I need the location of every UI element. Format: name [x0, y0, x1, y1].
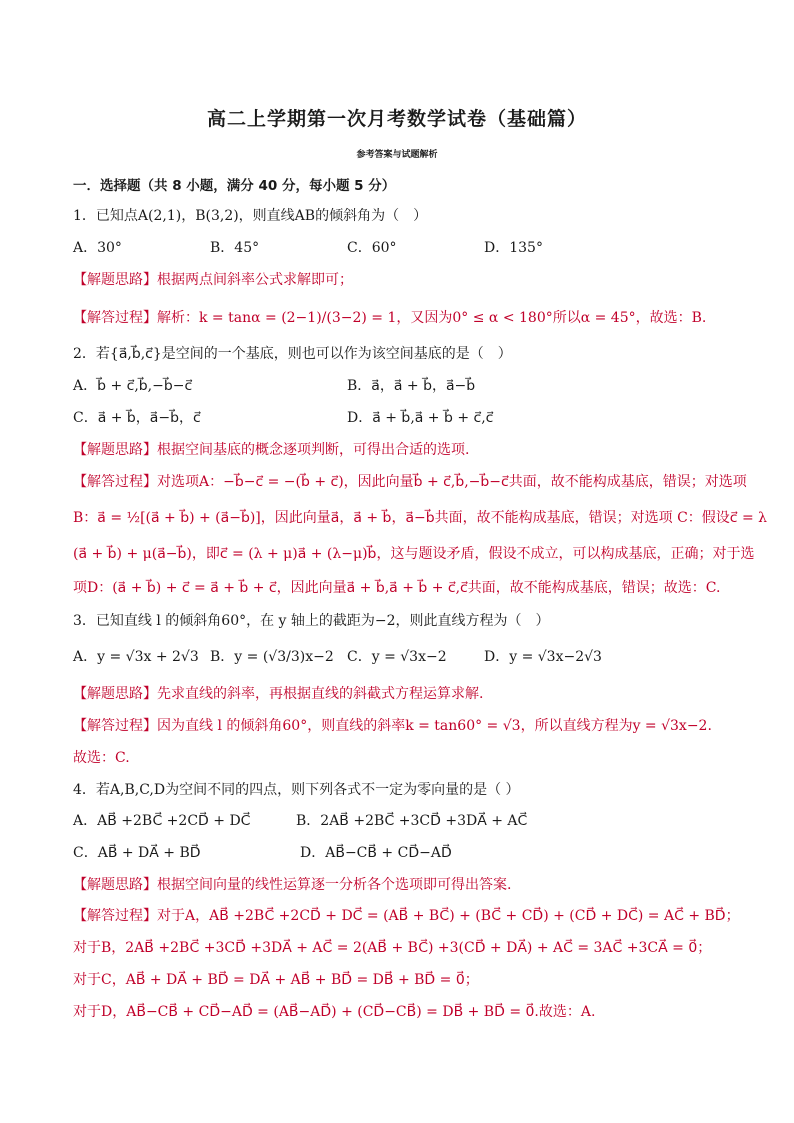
q3-solution-end: 故选：C. — [73, 750, 130, 766]
section-heading: 一．选择题（共 8 小题，满分 40 分，每小题 5 分） — [73, 178, 396, 194]
q2-solution-line-4: 项D：(a⃗ + b⃗) + c⃗ = a⃗ + b⃗ + c⃗，因此向量a⃗ + b⃗,a⃗ + b⃗ + c⃗,c⃗共面，故不能构成基底，错误；故选：C. — [73, 580, 721, 596]
q4-option-d: D．AB⃗−CB⃗ + CD⃗−AD⃗ — [300, 845, 452, 861]
q2-hint: 【解题思路】根据空间基底的概念逐项判断，可得出合适的选项. — [73, 442, 470, 458]
q1-option-d: D．135° — [484, 240, 543, 256]
q1-option-a: A．30° — [73, 240, 122, 256]
q4-solution-line-4: 对于D，AB⃗−CB⃗ + CD⃗−AD⃗ = (AB⃗−AD⃗) + (CD⃗−CB⃗) = DB⃗ + BD⃗ = 0⃗.故选：A. — [73, 1004, 596, 1020]
q3-option-a: A．y = √3x + 2√3 — [73, 649, 199, 665]
q2-option-d: D．a⃗ + b⃗,a⃗ + b⃗ + c⃗,c⃗ — [347, 410, 494, 426]
q2-solution-line-3: (a⃗ + b⃗) + μ(a⃗−b⃗)，即c⃗ = (λ + μ)a⃗ + (λ−μ)b⃗，这与题设矛盾，假设不成立，可以构成基底，正确；对于选 — [73, 546, 755, 562]
q1-option-c: C．60° — [347, 240, 397, 256]
q2-option-a: A．b⃗ + c⃗,b⃗,−b⃗−c⃗ — [73, 378, 193, 394]
q3-option-c: C．y = √3x−2 — [347, 649, 447, 665]
q4-option-a: A．AB⃗ +2BC⃗ +2CD⃗ + DC⃗ — [73, 813, 251, 829]
page-title: 高二上学期第一次月考数学试卷（基础篇） — [206, 108, 587, 130]
q1-solution: 【解答过程】解析：k = tanα = (2−1)/(3−2) = 1，又因为0° ≤ α < 180°所以α = 45°，故选：B. — [73, 310, 707, 326]
q4-solution-line-1: 【解答过程】对于A，AB⃗ +2BC⃗ +2CD⃗ + DC⃗ = (AB⃗ + BC⃗) + (BC⃗ + CD⃗) + (CD⃗ + DC⃗) = AC⃗ + BD⃗； — [73, 908, 740, 924]
question-2-stem: 2．若{a⃗,b⃗,c⃗}是空间的一个基底，则也可以作为该空间基底的是（ ） — [73, 346, 512, 362]
q4-hint: 【解题思路】根据空间向量的线性运算逐一分析各个选项即可得出答案. — [73, 877, 512, 893]
q4-solution-line-2: 对于B，2AB⃗ +2BC⃗ +3CD⃗ +3DA⃗ + AC⃗ = 2(AB⃗ + BC⃗) +3(CD⃗ + DA⃗) + AC⃗ = 3AC⃗ +3CA⃗ = 0⃗； — [73, 940, 712, 956]
question-1-stem: 1．已知点A(2,1)，B(3,2)，则直线AB的倾斜角为（ ） — [73, 208, 428, 224]
q1-option-b: B．45° — [210, 240, 260, 256]
q1-hint: 【解题思路】根据两点间斜率公式求解即可； — [73, 272, 353, 288]
q2-solution-line-1: 【解答过程】对选项A：−b⃗−c⃗ = −(b⃗ + c⃗)，因此向量b⃗ + c⃗,b⃗,−b⃗−c⃗共面，故不能构成基底，错误；对选项 — [73, 474, 747, 490]
q4-solution-line-3: 对于C，AB⃗ + DA⃗ + BD⃗ = DA⃗ + AB⃗ + BD⃗ = DB⃗ + BD⃗ = 0⃗； — [73, 972, 479, 988]
question-3-stem: 3．已知直线 l 的倾斜角60°，在 y 轴上的截距为−2，则此直线方程为（ ） — [73, 613, 550, 629]
q4-option-c: C．AB⃗ + DA⃗ + BD⃗ — [73, 845, 201, 861]
q3-option-d: D．y = √3x−2√3 — [484, 649, 602, 665]
q2-solution-line-2: B：a⃗ = ½[(a⃗ + b⃗) + (a⃗−b⃗)]，因此向量a⃗，a⃗ + b⃗，a⃗−b⃗共面，故不能构成基底，错误；对选项 C：假设c⃗ = λ — [73, 510, 767, 526]
q4-option-b: B．2AB⃗ +2BC⃗ +3CD⃗ +3DA⃗ + AC⃗ — [296, 813, 528, 829]
q2-option-c: C．a⃗ + b⃗，a⃗−b⃗，c⃗ — [73, 410, 201, 426]
question-4-stem: 4．若A,B,C,D为空间不同的四点，则下列各式不一定为零向量的是（ ） — [73, 782, 520, 798]
q2-option-b: B．a⃗，a⃗ + b⃗，a⃗−b⃗ — [347, 378, 476, 394]
q3-option-b: B．y = (√3/3)x−2 — [210, 649, 334, 665]
page-subtitle: 参考答案与试题解析 — [356, 150, 438, 160]
q3-solution: 【解答过程】因为直线 l 的倾斜角60°，则直线的斜率k = tan60° = √3，所以直线方程为y = √3x−2. — [73, 718, 712, 734]
q3-hint: 【解题思路】先求直线的斜率，再根据直线的斜截式方程运算求解. — [73, 686, 484, 702]
